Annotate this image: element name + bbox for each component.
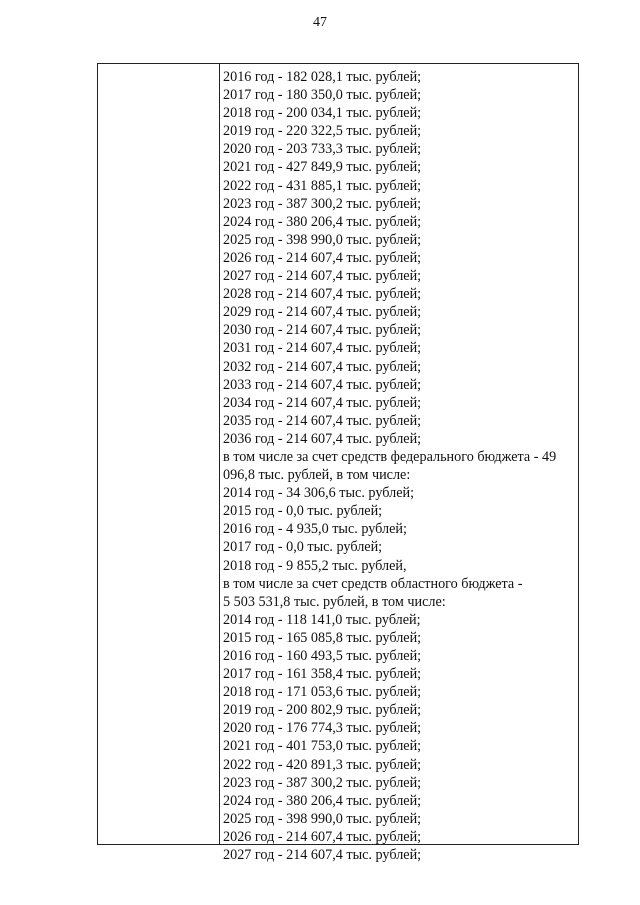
text-line: 2029 год - 214 607,4 тыс. рублей; (223, 304, 422, 321)
text-line: 5 503 531,8 тыс. рублей, в том числе: (223, 593, 446, 610)
text-line: 2031 год - 214 607,4 тыс. рублей; (223, 340, 422, 357)
text-line: 2019 год - 200 802,9 тыс. рублей; (223, 702, 422, 719)
text-line: 2026 год - 214 607,4 тыс. рублей; (223, 249, 422, 266)
text-line: 2033 год - 214 607,4 тыс. рублей; (223, 376, 422, 393)
text-line: 2021 год - 401 753,0 тыс. рублей; (223, 738, 422, 755)
text-line: 2018 год - 171 053,6 тыс. рублей; (223, 684, 422, 701)
text-line: 2036 год - 214 607,4 тыс. рублей; (223, 430, 422, 447)
text-line: 2028 год - 214 607,4 тыс. рублей; (223, 286, 422, 303)
text-line: 2032 год - 214 607,4 тыс. рублей; (223, 358, 422, 375)
text-line: 2021 год - 427 849,9 тыс. рублей; (223, 159, 422, 176)
table-left-column (98, 64, 219, 844)
text-line: 2017 год - 0,0 тыс. рублей; (223, 539, 383, 556)
text-line: 2027 год - 214 607,4 тыс. рублей; (223, 268, 422, 285)
document-table (97, 63, 579, 864)
text-line: 2015 год - 0,0 тыс. рублей; (223, 503, 383, 520)
text-line: 2025 год - 398 990,0 тыс. рублей; (223, 231, 422, 248)
table-right-column (223, 68, 573, 864)
page-number: 47 (313, 15, 327, 30)
text-line: 2030 год - 214 607,4 тыс. рублей; (223, 322, 422, 339)
text-line: 2016 год - 4 935,0 тыс. рублей; (223, 521, 407, 538)
text-line: 2016 год - 182 028,1 тыс. рублей; (223, 69, 422, 85)
text-line: 2022 год - 431 885,1 тыс. рублей; (223, 177, 422, 194)
text-line: 2026 год - 214 607,4 тыс. рублей; (223, 828, 422, 845)
text-line: 2017 год - 180 350,0 тыс. рублей; (223, 87, 422, 104)
text-line: 2023 год - 387 300,2 тыс. рублей; (223, 195, 422, 212)
text-line: 2018 год - 200 034,1 тыс. рублей; (223, 105, 422, 122)
text-line: 096,8 тыс. рублей, в том числе: (223, 467, 411, 484)
text-line: 2016 год - 160 493,5 тыс. рублей; (223, 648, 422, 664)
text-line: в том числе за счет средств федерального бюджета - 49 (223, 448, 557, 465)
text-line: 2024 год - 380 206,4 тыс. рублей; (223, 792, 422, 809)
text-line: 2015 год - 165 085,8 тыс. рублей; (223, 629, 422, 646)
text-line: 2022 год - 420 891,3 тыс. рублей; (223, 756, 422, 773)
text-line: 2019 год - 220 322,5 тыс. рублей; (223, 123, 422, 140)
text-line: 2025 год - 398 990,0 тыс. рублей; (223, 810, 422, 827)
text-line: 2035 год - 214 607,4 тыс. рублей; (223, 412, 422, 429)
text-line: 2018 год - 9 855,2 тыс. рублей, (223, 557, 407, 574)
text-line: 2024 год - 380 206,4 тыс. рублей; (223, 213, 422, 230)
text-line: в том числе за счет средств областного бюджета - (223, 575, 523, 592)
text-line: 2014 год - 34 306,6 тыс. рублей; (223, 485, 415, 502)
text-line: 2023 год - 387 300,2 тыс. рублей; (223, 774, 422, 791)
text-line: 2020 год - 203 733,3 тыс. рублей; (223, 141, 422, 158)
column-divider (219, 64, 220, 844)
text-line: 2014 год - 118 141,0 тыс. рублей; (223, 611, 421, 628)
text-line: 2027 год - 214 607,4 тыс. рублей; (223, 847, 422, 864)
text-line: 2034 год - 214 607,4 тыс. рублей; (223, 394, 422, 411)
text-line: 2017 год - 161 358,4 тыс. рублей; (223, 666, 422, 683)
text-line: 2020 год - 176 774,3 тыс. рублей; (223, 720, 422, 737)
